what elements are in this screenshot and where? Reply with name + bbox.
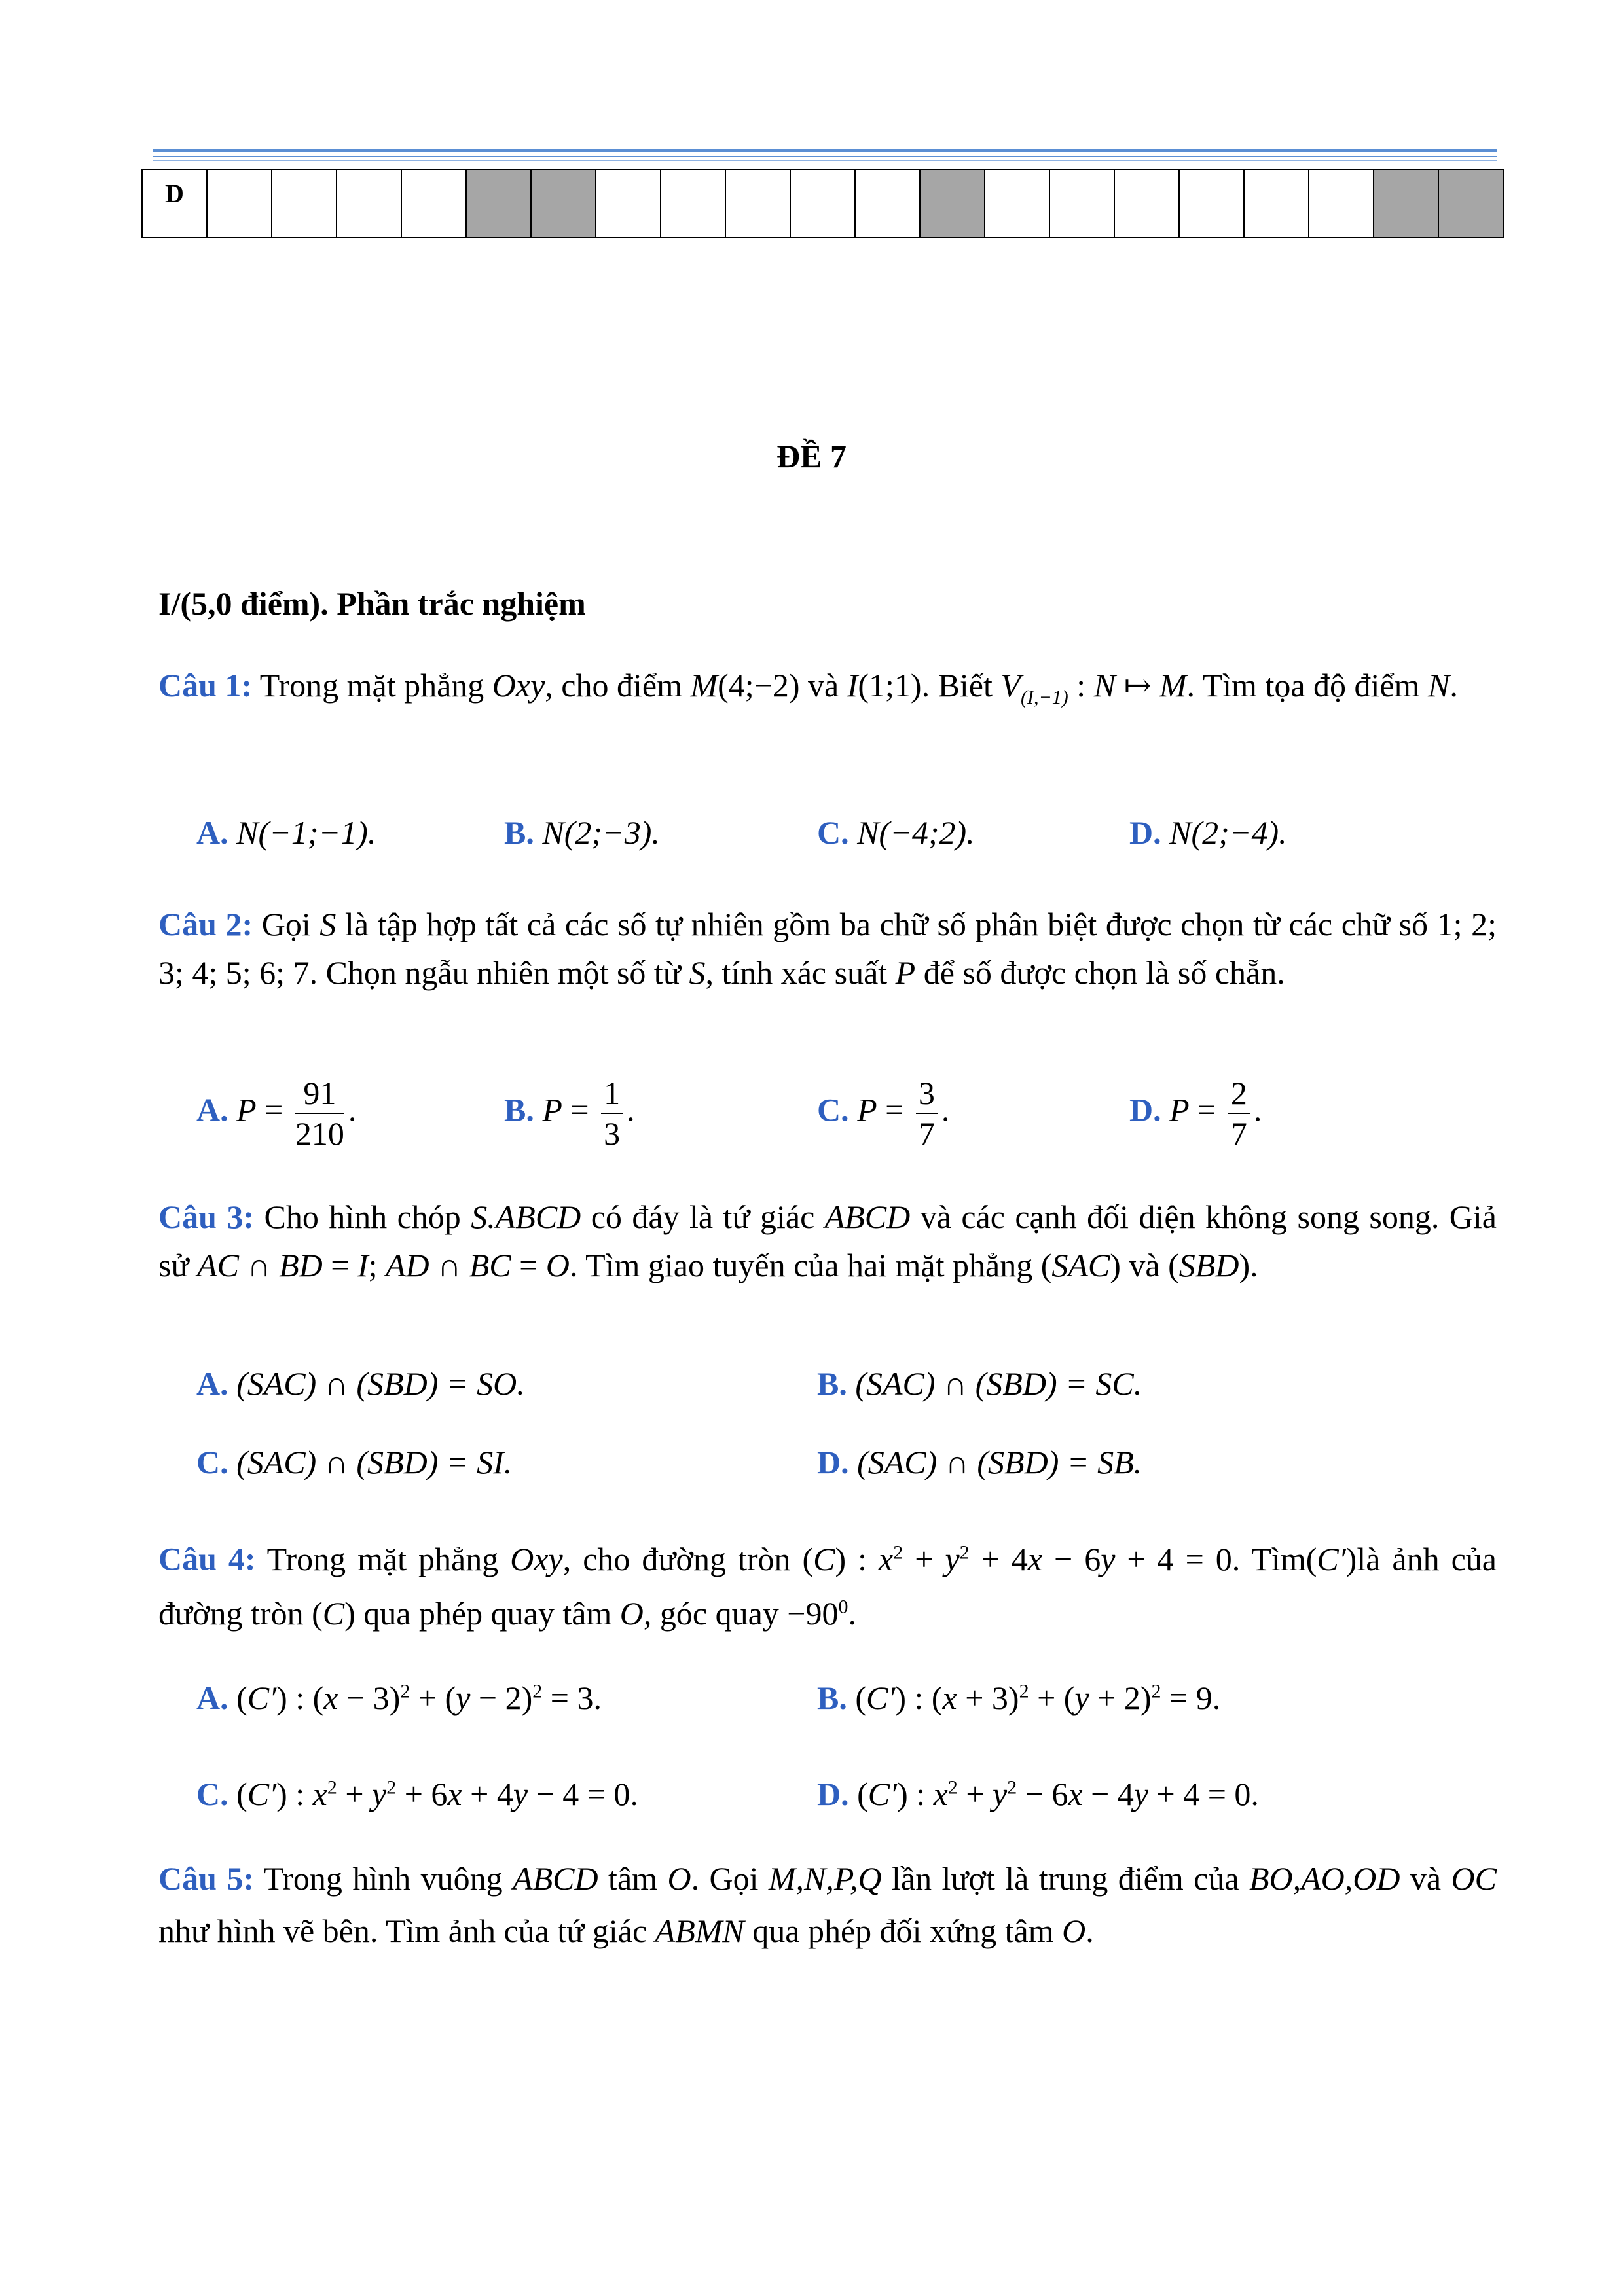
section-heading: I/(5,0 điểm). Phần trắc nghiệm (158, 585, 586, 622)
question-text: Trong mặt phẳng Oxy, cho đường tròn (C) : $x^2 + y^2 + 4x - 6y + 4 = 0$. Tìm(C′)là ảnh của đường tròn (C) qua phép quay tâm O, góc quay $-90^0$. (158, 1540, 1497, 1632)
q1-option-d[interactable]: D. N(2;−4). (1129, 814, 1287, 851)
question-text: Gọi S là tập hợp tất cả các số tự nhiên gồm ba chữ số phân biệt được chọn từ các chữ số 1; 2; 3; 4; 5; 6; 7. Chọn ngẫu nhiên một số từ S, tính xác suất P để số được chọn là số chẵn. (158, 906, 1497, 991)
q4-option-b[interactable]: B. (C′) : $(x + 3)^2 + (y + 2)^2 = 9$. (817, 1679, 1221, 1716)
answer-cell (985, 170, 1049, 238)
answer-cell (1049, 170, 1114, 238)
question-label: Câu 5: (158, 1860, 254, 1897)
q2-option-a[interactable]: A. P = $\frac{91}{210}$ . (196, 1075, 357, 1152)
answer-cell-shaded (531, 170, 596, 238)
q3-option-a[interactable]: A. (SAC) ∩ (SBD) = SO. (196, 1365, 525, 1402)
q3-option-c[interactable]: C. (SAC) ∩ (SBD) = SI. (196, 1444, 513, 1480)
q2-option-b[interactable]: B. P = $\frac{1}{3}$ . (504, 1075, 635, 1152)
question-text: Cho hình chóp S.ABCD có đáy là tứ giác ABCD và các cạnh đối diện không song song. Giả sử AC ∩ BD = I; AD ∩ BC = O. Tìm giao tuyến của hai mặt phẳng (SAC) và (SBD). (158, 1198, 1497, 1283)
q1-option-a[interactable]: A. N(−1;−1). (196, 814, 376, 851)
question-4 (158, 1528, 1497, 1638)
answer-cell (1179, 170, 1244, 238)
question-3 (158, 1193, 1497, 1289)
fraction: $\frac{1}{3}$ (601, 1073, 623, 1153)
question-text: Trong mặt phẳng Oxy, cho điểm M(4;−2) và I(1;1). Biết $V_{(I,-1)}$ : N ↦ M. Tìm tọa độ điểm N. (259, 667, 1458, 708)
answer-cell (272, 170, 337, 238)
exam-title: ĐỀ 7 (776, 438, 847, 475)
answer-cell-shaded (466, 170, 531, 238)
answer-cell-shaded (1374, 170, 1438, 238)
answer-cell (401, 170, 466, 238)
q4-option-d[interactable]: D. (C′) : $x^2 + y^2 - 6x - 4y + 4 = 0$. (817, 1776, 1259, 1812)
answer-cell (1244, 170, 1309, 238)
question-text: Trong hình vuông ABCD tâm O. Gọi M,N,P,Q lần lượt là trung điểm của BO,AO,OD và OC như hình vẽ bên. Tìm ảnh của tứ giác ABMN qua phép đối xứng tâm O. (158, 1860, 1497, 1949)
question-5 (158, 1852, 1497, 1957)
q1-option-c[interactable]: C. N(−4;2). (817, 814, 975, 851)
q4-option-a[interactable]: A. (C′) : $(x - 3)^2 + (y - 2)^2 = 3$. (196, 1679, 602, 1716)
q2-option-c[interactable]: C. P = $\frac{3}{7}$ . (817, 1075, 950, 1152)
table-row (142, 170, 1503, 238)
answer-cell (207, 170, 272, 238)
answer-cell (855, 170, 920, 238)
fraction: $\frac{3}{7}$ (916, 1073, 938, 1153)
fraction: $\frac{2}{7}$ (1228, 1073, 1250, 1153)
question-2 (158, 900, 1497, 997)
answer-cell (790, 170, 855, 238)
question-label: Câu 1: (158, 667, 253, 704)
header-rule-light (153, 160, 1497, 161)
answer-cell (1114, 170, 1179, 238)
header-rule-thin (153, 156, 1497, 157)
answer-row-label: D (142, 170, 207, 238)
question-1 (158, 661, 1497, 722)
q2-option-d[interactable]: D. P = $\frac{2}{7}$ . (1129, 1075, 1262, 1152)
q3-option-b[interactable]: B. (SAC) ∩ (SBD) = SC. (817, 1365, 1142, 1402)
q4-option-c[interactable]: C. (C′) : $x^2 + y^2 + 6x + 4y - 4 = 0$. (196, 1776, 638, 1812)
q3-option-d[interactable]: D. (SAC) ∩ (SBD) = SB. (817, 1444, 1142, 1480)
question-label: Câu 3: (158, 1198, 255, 1235)
fraction: $\frac{91}{210}$ (295, 1075, 344, 1152)
question-label: Câu 2: (158, 906, 253, 942)
answer-cell (661, 170, 725, 238)
answer-cell-shaded (1438, 170, 1503, 238)
answer-table (141, 169, 1504, 238)
question-label: Câu 4: (158, 1540, 256, 1577)
q1-option-b[interactable]: B. N(2;−3). (504, 814, 660, 851)
header-rule-thick (153, 149, 1497, 152)
answer-cell (337, 170, 401, 238)
answer-cell-shaded (920, 170, 985, 238)
answer-cell (1309, 170, 1374, 238)
answer-cell (725, 170, 790, 238)
answer-cell (596, 170, 661, 238)
